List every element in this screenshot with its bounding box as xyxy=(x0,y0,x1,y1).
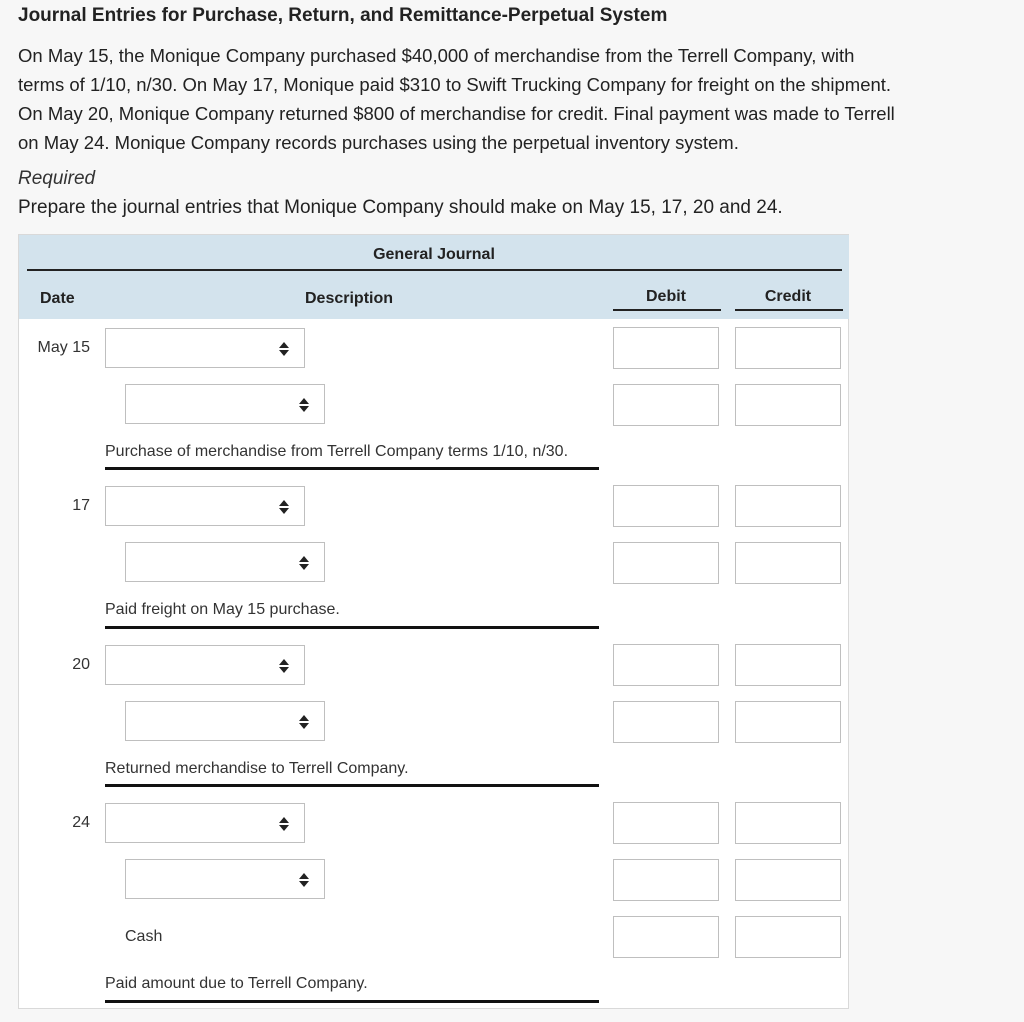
entry-explanation-underline xyxy=(105,626,599,629)
entry-date: 24 xyxy=(72,814,90,831)
debit-header-underline xyxy=(613,309,721,311)
date-column-header: Date xyxy=(40,290,75,307)
entry-date: 17 xyxy=(72,497,90,514)
credit-account-select[interactable] xyxy=(125,542,325,582)
debit-amount-input[interactable] xyxy=(613,701,719,743)
problem-line: On May 20, Monique Company returned $800 of merchandise for credit. Final payment was made to Terrell xyxy=(18,103,895,124)
problem-text xyxy=(18,41,1018,157)
debit-amount-input[interactable] xyxy=(613,644,719,686)
credit-account-select[interactable] xyxy=(125,384,325,424)
credit-amount-input[interactable] xyxy=(735,802,841,844)
entry-explanation-underline xyxy=(105,784,599,787)
up-down-arrow-icon xyxy=(298,870,310,890)
debit-amount-input[interactable] xyxy=(613,384,719,426)
entry-explanation-underline xyxy=(105,467,599,470)
required-label: Required xyxy=(18,168,96,189)
credit-amount-input[interactable] xyxy=(735,327,841,369)
debit-amount-input[interactable] xyxy=(613,802,719,844)
debit-account-select[interactable] xyxy=(105,486,305,526)
up-down-arrow-icon xyxy=(298,712,310,732)
debit-amount-input[interactable] xyxy=(613,485,719,527)
entry-explanation: Paid freight on May 15 purchase. xyxy=(105,601,340,618)
problem-line: terms of 1/10, n/30. On May 17, Monique paid $310 to Swift Trucking Company for freight on the shipment. xyxy=(18,74,892,95)
entry-date: May 15 xyxy=(37,339,90,356)
problem-line: On May 15, the Monique Company purchased $40,000 of merchandise from the Terrell Company, with xyxy=(18,45,855,66)
credit-column-header: Credit xyxy=(764,288,812,305)
page-title: Journal Entries for Purchase, Return, and Remittance-Perpetual System xyxy=(18,5,668,26)
up-down-arrow-icon xyxy=(278,497,290,517)
credit-header-underline xyxy=(735,309,843,311)
debit-amount-input[interactable] xyxy=(613,859,719,901)
credit-account-select[interactable] xyxy=(125,701,325,741)
entry-explanation-underline xyxy=(105,1000,599,1003)
credit-amount-input[interactable] xyxy=(735,859,841,901)
up-down-arrow-icon xyxy=(278,814,290,834)
up-down-arrow-icon xyxy=(298,553,310,573)
debit-account-select[interactable] xyxy=(105,328,305,368)
credit-account-select[interactable] xyxy=(125,859,325,899)
general-journal xyxy=(18,234,849,1009)
journal-header xyxy=(19,235,849,319)
up-down-arrow-icon xyxy=(298,395,310,415)
debit-amount-input[interactable] xyxy=(613,916,719,958)
credit-amount-input[interactable] xyxy=(735,916,841,958)
up-down-arrow-icon xyxy=(278,656,290,676)
credit-amount-input[interactable] xyxy=(735,485,841,527)
instruction-text: Prepare the journal entries that Monique Company should make on May 15, 17, 20 and 24. xyxy=(18,197,783,218)
debit-amount-input[interactable] xyxy=(613,542,719,584)
cash-account-label: Cash xyxy=(125,928,163,945)
entry-explanation: Paid amount due to Terrell Company. xyxy=(105,975,368,992)
entry-explanation: Returned merchandise to Terrell Company. xyxy=(105,760,409,777)
debit-amount-input[interactable] xyxy=(613,327,719,369)
credit-amount-input[interactable] xyxy=(735,384,841,426)
entry-date: 20 xyxy=(72,656,90,673)
journal-title-divider xyxy=(27,269,842,271)
credit-amount-input[interactable] xyxy=(735,644,841,686)
description-column-header: Description xyxy=(305,290,394,307)
journal-title: General Journal xyxy=(373,246,495,263)
debit-column-header: Debit xyxy=(646,288,686,305)
problem-line: on May 24. Monique Company records purchases using the perpetual inventory system. xyxy=(18,132,739,153)
credit-amount-input[interactable] xyxy=(735,701,841,743)
credit-amount-input[interactable] xyxy=(735,542,841,584)
entry-explanation: Purchase of merchandise from Terrell Company terms 1/10, n/30. xyxy=(105,443,569,460)
debit-account-select[interactable] xyxy=(105,803,305,843)
up-down-arrow-icon xyxy=(278,339,290,359)
debit-account-select[interactable] xyxy=(105,645,305,685)
